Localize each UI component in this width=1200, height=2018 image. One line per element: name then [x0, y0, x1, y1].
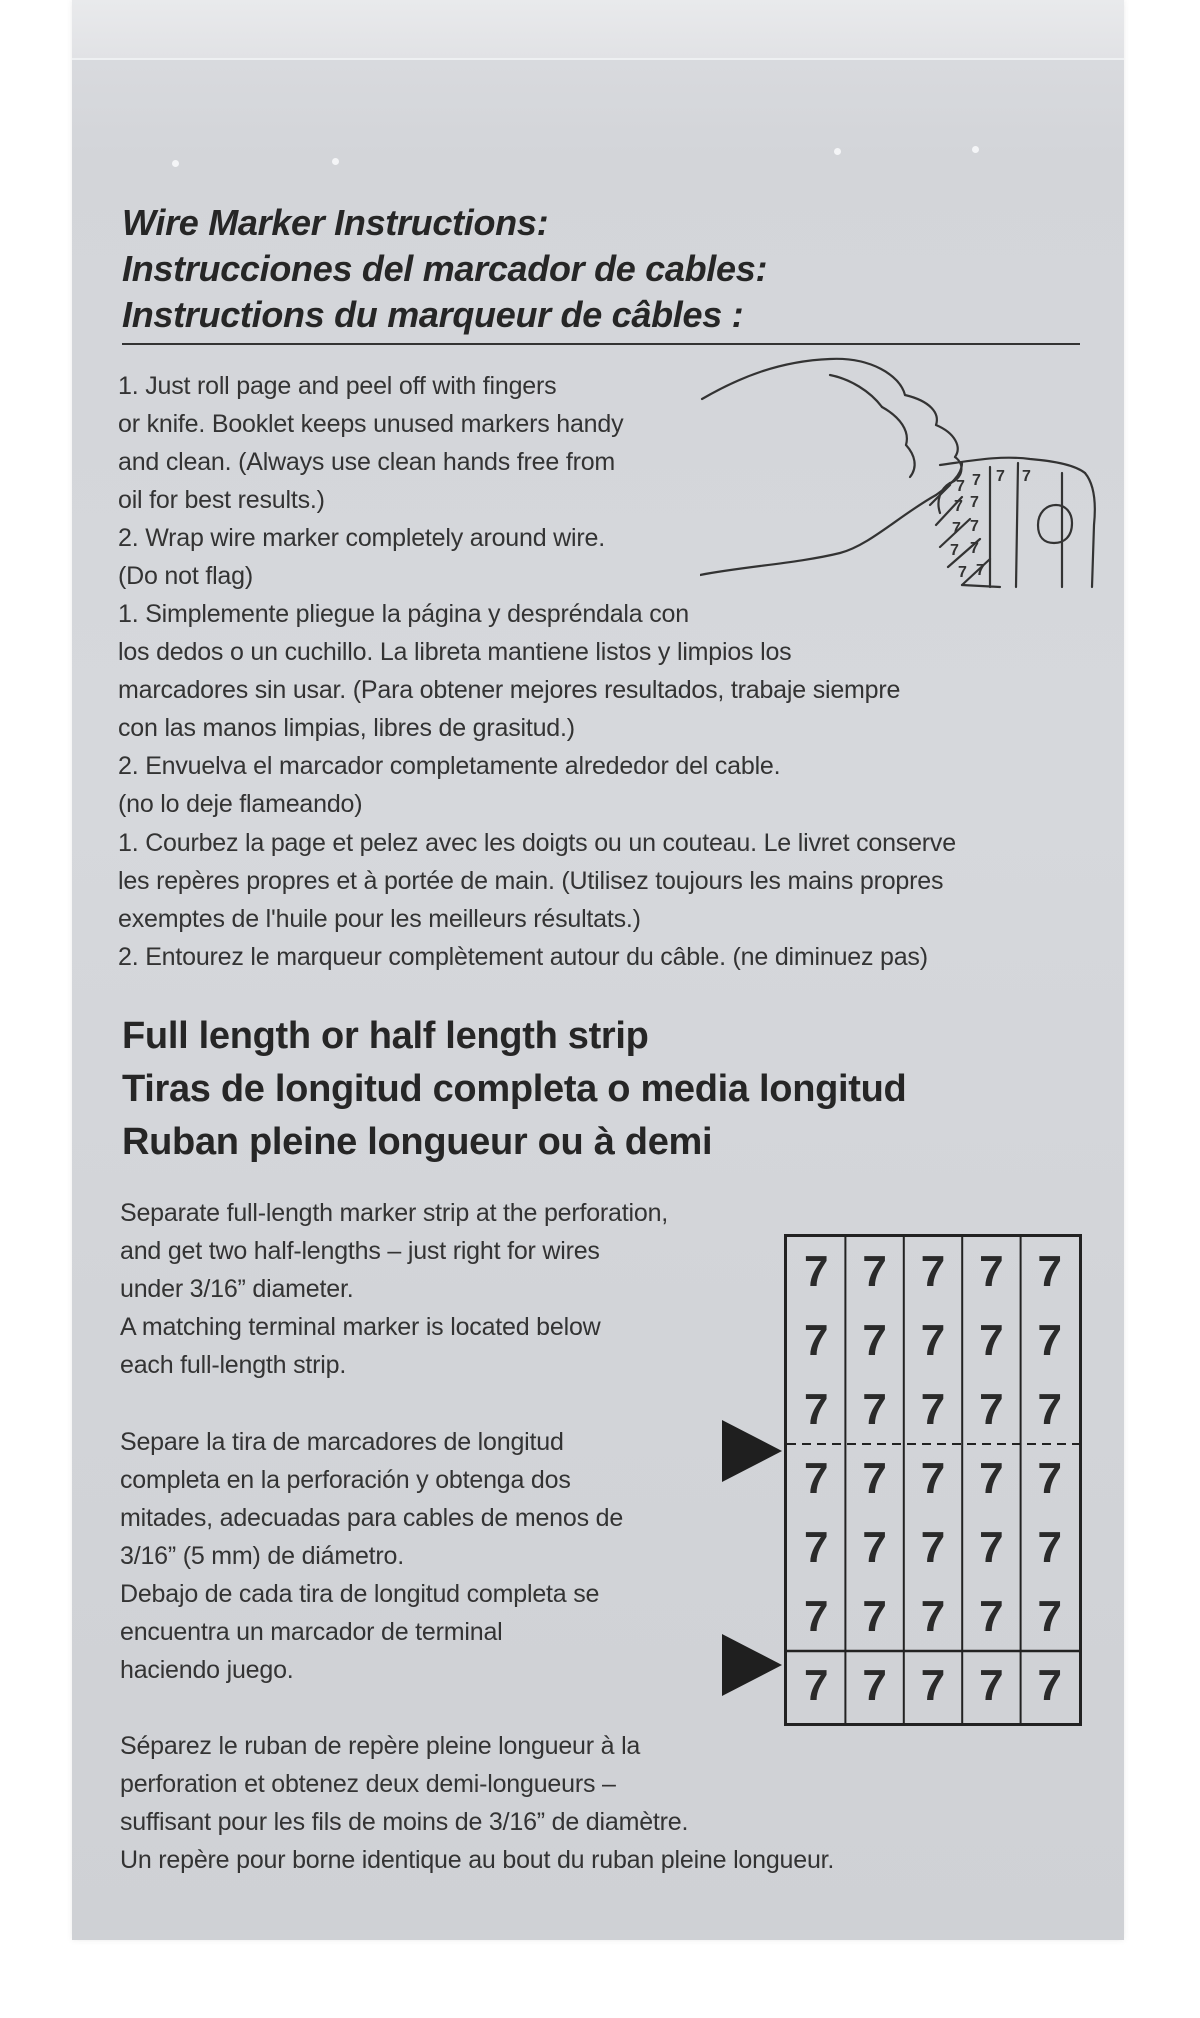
instruction-line: 2. Entourez le marqueur complètement autour du câble. (ne diminuez pas) [118, 943, 928, 971]
strip-line: completa en la perforación y obtenga dos [120, 1466, 571, 1494]
hand-marker-digit: 7 [972, 472, 981, 489]
marker-cell: 7 [979, 1522, 1004, 1572]
marker-cell: 7 [862, 1660, 887, 1710]
marker-cell: 7 [920, 1246, 946, 1296]
marker-cell: 7 [920, 1660, 946, 1710]
marker-cell: 7 [1037, 1246, 1063, 1296]
instruction-line: les repères propres et à portée de main. (Utilisez toujours les mains propres [118, 867, 944, 895]
instruction-line: con las manos limpias, libres de grasitud.) [118, 714, 575, 742]
hand-marker-digit: 7 [952, 520, 961, 537]
hole-dot [332, 158, 339, 165]
instruction-line: and clean. (Always use clean hands free from [118, 448, 616, 476]
title-es: Instrucciones del marcador de cables: [122, 248, 768, 289]
marker-cell: 7 [862, 1384, 887, 1434]
strip-line: A matching terminal marker is located below [120, 1313, 601, 1341]
marker-cell: 7 [803, 1660, 829, 1710]
marker-cell: 7 [1037, 1384, 1063, 1434]
strip-line: Séparez le ruban de repère pleine longueur à la [120, 1732, 641, 1760]
marker-cell: 7 [979, 1591, 1004, 1641]
hand-marker-digit: 7 [970, 518, 979, 535]
marker-cell: 7 [1037, 1453, 1063, 1503]
marker-cell: 7 [979, 1246, 1004, 1296]
marker-cell: 7 [1037, 1591, 1063, 1641]
marker-cell: 7 [803, 1246, 829, 1296]
hand-marker-digit: 7 [970, 540, 979, 557]
marker-cell: 7 [862, 1522, 887, 1572]
strip-text-en [120, 1194, 668, 1384]
marker-cell: 7 [1037, 1315, 1063, 1365]
strip-line: under 3/16” diameter. [120, 1275, 354, 1303]
marker-cell: 7 [979, 1384, 1004, 1434]
marker-cell: 7 [803, 1453, 829, 1503]
hand-marker-digit: 7 [976, 562, 985, 579]
marker-cell: 7 [803, 1384, 829, 1434]
marker-cell: 7 [920, 1453, 946, 1503]
strip-line: mitades, adecuadas para cables de menos de [120, 1504, 624, 1532]
instructions-fr [118, 824, 956, 976]
strip-line: haciendo juego. [120, 1656, 294, 1684]
heading-es: Tiras de longitud completa o media longitud [122, 1068, 907, 1110]
instruction-line: 1. Courbez la page et pelez avec les doigts ou un couteau. Le livret conserve [118, 829, 956, 857]
instruction-line: 2. Envuelva el marcador completamente alrededor del cable. [118, 752, 781, 780]
marker-cell: 7 [862, 1591, 887, 1641]
instruction-line: (no lo deje flameando) [118, 790, 363, 818]
instruction-line: 2. Wrap wire marker completely around wire. [118, 524, 605, 552]
hole-dot [172, 160, 179, 167]
heading-en: Full length or half length strip [122, 1015, 649, 1057]
instruction-line: or knife. Booklet keeps unused markers handy [118, 410, 624, 438]
marker-cell: 7 [920, 1315, 946, 1365]
terminal-arrow-icon [720, 1632, 784, 1698]
strip-line: encuentra un marcador de terminal [120, 1618, 503, 1646]
marker-cell: 7 [862, 1453, 887, 1503]
strip-line: Separe la tira de marcadores de longitud [120, 1428, 564, 1456]
instructions-es [118, 595, 900, 823]
marker-cell: 7 [803, 1591, 829, 1641]
title-fr: Instructions du marqueur de câbles : [122, 294, 744, 335]
heading-fr: Ruban pleine longueur ou à demi [122, 1121, 713, 1163]
instruction-line: 1. Simplemente pliegue la página y despréndala con [118, 600, 689, 628]
marker-cell: 7 [862, 1246, 887, 1296]
hand-marker-digit: 7 [956, 478, 965, 495]
marker-cell: 7 [979, 1453, 1004, 1503]
instruction-line: 1. Just roll page and peel off with fingers [118, 372, 557, 400]
hand-peeling-illustration [700, 355, 1100, 595]
strip-line: each full-length strip. [120, 1351, 347, 1379]
instruction-line: (Do not flag) [118, 562, 253, 590]
strip-line: and get two half-lengths – just right for wires [120, 1237, 600, 1265]
strip-line: Separate full-length marker strip at the perforation, [120, 1199, 669, 1227]
strip-line: 3/16” (5 mm) de diámetro. [120, 1542, 404, 1570]
hand-marker-digit: 7 [1022, 468, 1031, 485]
marker-strip-grid [784, 1234, 1082, 1726]
strip-line: suffisant pour les fils de moins de 3/16” de diamètre. [120, 1808, 689, 1836]
title-block [122, 200, 1082, 338]
strip-line: Debajo de cada tira de longitud completa se [120, 1580, 600, 1608]
strip-text-es [120, 1423, 623, 1689]
hole-dot [972, 146, 979, 153]
marker-cell: 7 [803, 1522, 829, 1572]
strip-heading [122, 1010, 906, 1169]
strip-line: perforation et obtenez deux demi-longueurs – [120, 1770, 616, 1798]
marker-cell: 7 [803, 1315, 829, 1365]
strip-text-fr [120, 1727, 834, 1879]
instruction-line: exemptes de l'huile pour les meilleurs résultats.) [118, 905, 641, 933]
marker-cell: 7 [1037, 1522, 1063, 1572]
instructions-en [118, 367, 623, 595]
marker-cell: 7 [920, 1591, 946, 1641]
hand-marker-digit: 7 [954, 498, 963, 515]
hand-marker-digit: 7 [970, 494, 979, 511]
strip-line: Un repère pour borne identique au bout du ruban pleine longueur. [120, 1846, 835, 1874]
title-en: Wire Marker Instructions: [122, 202, 549, 243]
hole-dot [834, 148, 841, 155]
marker-cell: 7 [862, 1315, 887, 1365]
instruction-line: los dedos o un cuchillo. La libreta mantiene listos y limpios los [118, 638, 792, 666]
hand-marker-digit: 7 [950, 542, 959, 559]
marker-cell: 7 [979, 1660, 1004, 1710]
hand-marker-digit: 7 [958, 564, 967, 581]
marker-cell: 7 [979, 1315, 1004, 1365]
perforation-arrow-icon [720, 1418, 784, 1484]
marker-cell: 7 [920, 1384, 946, 1434]
marker-cell: 7 [1037, 1660, 1063, 1710]
hand-marker-digit: 7 [996, 468, 1005, 485]
marker-cell: 7 [920, 1522, 946, 1572]
instruction-line: marcadores sin usar. (Para obtener mejores resultados, trabaje siempre [118, 676, 901, 704]
title-divider [122, 343, 1080, 345]
instruction-line: oil for best results.) [118, 486, 325, 514]
